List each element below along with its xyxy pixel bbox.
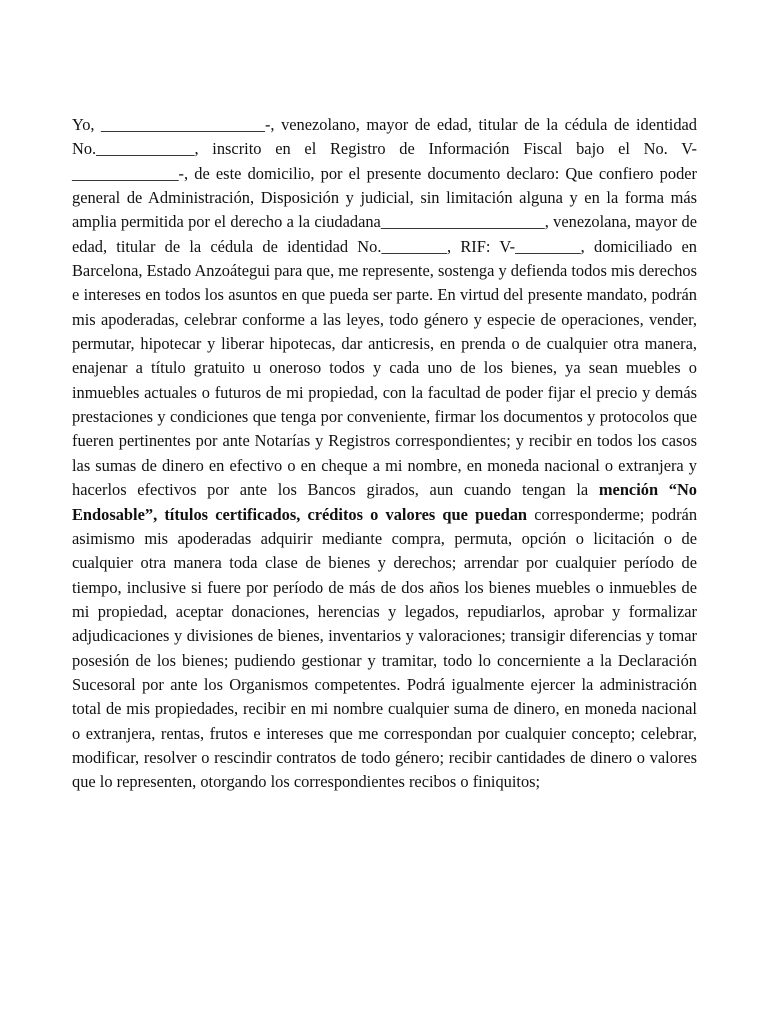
power-of-attorney-paragraph — [72, 113, 697, 795]
paragraph-text-part-2: corresponderme; podrán asimismo mis apoderadas adquirir mediante compra, permuta, opción o licitación o de cualquier otra manera toda clase de bienes y derechos; arrendar por cualquier período de tiempo, inclusive si fuere por período de más de dos años los bienes muebles o inmuebles de mi propiedad, aceptar donaciones, herencias y legados, repudiarlos, aprobar y formalizar adjudicaciones y divisiones de bienes, inventarios y valoraciones; transigir diferencias y tomar posesión de los bienes; pudiendo gestionar y tramitar, todo lo concerniente a la Declaración Sucesoral por ante los Organismos competentes. Podrá igualmente ejercer la administración total de mis propiedades, recibir en mi nombre cualquier suma de dinero, en moneda nacional o extranjera, rentas, frutos e intereses que me correspondan por cualquier concepto; celebrar, modificar, resolver o rescindir contratos de todo género; recibir cantidades de dinero o valores que lo representen, otorgando los correspondientes recibos o finiquitos; — [72, 504, 698, 792]
paragraph-bold-phrase: mención “No Endosable”, títulos certificados, créditos o valores que puedan — [72, 480, 698, 524]
paragraph-text-part-1: Yo, ____________________-, venezolano, mayor de edad, titular de la cédula de identidad No.____________, inscrito en el Registro de Información Fiscal bajo el No. V-_____________-, de este domicilio, por el presente documento declaro: Que confiero poder general de Administración, Disposición y judicial, sin limitación alguna y en la forma más amplia permitida por el derecho a la ciudadana____________________, venezolana, mayor de edad, titular de la cédula de identidad No.________, RIF: V-________, domiciliado en Barcelona, Estado Anzoátegui para que, me represente, sostenga y defienda todos mis derechos e intereses en todos los asuntos en que pueda ser parte. En virtud del presente mandato, podrán mis apoderadas, celebrar conforme a las leyes, todo género y especie de operaciones, vender, permutar, hipotecar y liberar hipotecas, dar anticresis, en prenda o de cualquier otra manera, enajenar a título gratuito u oneroso todos y cada uno de los bienes, ya sean muebles o inmuebles actuales o futuros de mi propiedad, con la facultad de poder fijar el precio y demás prestaciones y condiciones que tenga por conveniente, firmar los documentos y protocolos que fueren pertinentes por ante Notarías y Registros correspondientes; y recibir en todos los casos las sumas de dinero en efectivo o en cheque a mi nombre, en moneda nacional o extranjera y hacerlos efectivos por ante los Bancos girados, aun cuando tengan la — [72, 115, 697, 500]
